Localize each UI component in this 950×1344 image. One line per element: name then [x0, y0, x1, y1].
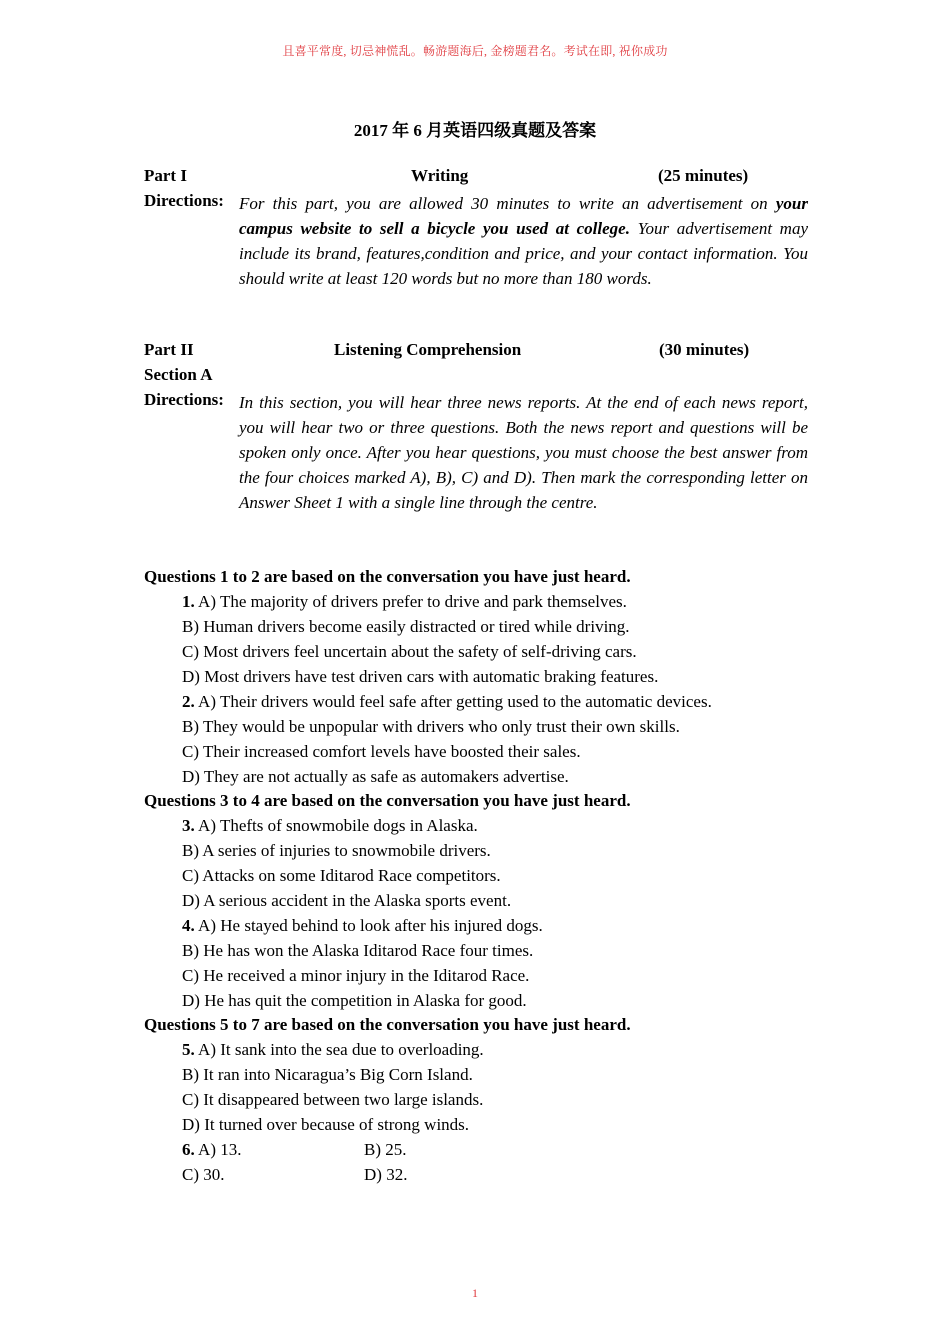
page-number: 1 [472, 1286, 478, 1300]
question-1-option-a [182, 589, 627, 614]
part1-directions-label: Directions: [144, 191, 224, 210]
document-title: 2017 年 6 月英语四级真题及答案 [353, 121, 597, 140]
question-3-option-a [182, 813, 478, 838]
question-6-number: 6. [182, 1140, 195, 1159]
part2-time: (30 minutes) [659, 340, 750, 359]
question-4-option-c: C) He received a minor injury in the Iditarod Race. [182, 966, 530, 985]
part2-label: Part II [144, 340, 194, 359]
part1-directions [239, 191, 808, 291]
question-1-option-b: B) Human drivers become easily distracted or tired while driving. [182, 617, 630, 636]
part1-label: Part I [144, 166, 187, 185]
question-1-option-c: C) Most drivers feel uncertain about the safety of self-driving cars. [182, 642, 637, 661]
question-1-option-d: D) Most drivers have test driven cars with automatic braking features. [182, 667, 659, 686]
part1-directions-pre: For this part, you are allowed 30 minutes to write an advertisement on [239, 194, 776, 213]
part2-directions: In this section, you will hear three news reports. At the end of each news report, you will hear two or three questions. Both the news report and questions will be spoken only once. After you hear questions, you must choose the best answer from the four choices marked A), B), C) and D). Then mark the corresponding letter on Answer Sheet 1 with a single line through the centre. [239, 393, 808, 512]
part2-name: Listening Comprehension [334, 340, 522, 359]
question-2-number: 2. [182, 692, 195, 711]
question-2-option-c: C) Their increased comfort levels have boosted their sales. [182, 742, 581, 761]
section-a-label: Section A [144, 365, 213, 384]
question-4-number: 4. [182, 916, 195, 935]
question-1-option-a-text: A) The majority of drivers prefer to drive and park themselves. [194, 592, 627, 611]
part2-directions-label: Directions: [144, 390, 224, 409]
part1-name: Writing [411, 166, 469, 185]
question-6-option-c: C) 30. [182, 1165, 225, 1184]
part1-heading [144, 166, 760, 191]
page-header-motto: 且喜平常度, 切忌神慌乱。畅游题海后, 金榜题君名。考试在即, 祝你成功 [282, 44, 668, 58]
question-3-option-d: D) A serious accident in the Alaska sports event. [182, 891, 512, 910]
question-5-option-a-text: A) It sank into the sea due to overloading. [194, 1040, 484, 1059]
question-6-option-a-text: A) 13. [194, 1140, 242, 1159]
question-3-option-a-text: A) Thefts of snowmobile dogs in Alaska. [194, 816, 478, 835]
question-5-option-c: C) It disappeared between two large islands. [182, 1090, 484, 1109]
question-4-option-a [182, 913, 543, 938]
question-6-option-b: B) 25. [364, 1140, 407, 1159]
question-group-heading: Questions 3 to 4 are based on the conversation you have just heard. [144, 791, 631, 810]
question-2-option-d: D) They are not actually as safe as automakers advertise. [182, 767, 569, 786]
question-2-option-a-text: A) Their drivers would feel safe after getting used to the automatic devices. [194, 692, 712, 711]
question-2-option-a [182, 689, 712, 714]
question-3-number: 3. [182, 816, 195, 835]
question-4-option-b: B) He has won the Alaska Iditarod Race four times. [182, 941, 534, 960]
part1-directions-task: your campus website to sell a bicycle you used at college. [239, 194, 808, 238]
part1-directions-post: Your advertisement may include its brand, features,condition and price, and your contact information. You should write at least 120 words but no more than 180 words. [239, 219, 808, 288]
question-2-option-b: B) They would be unpopular with drivers who only trust their own skills. [182, 717, 680, 736]
part2-heading [144, 340, 760, 365]
question-1-number: 1. [182, 592, 195, 611]
question-6-option-d: D) 32. [364, 1165, 408, 1184]
question-5-option-d: D) It turned over because of strong winds. [182, 1115, 470, 1134]
question-5-option-a [182, 1037, 484, 1062]
question-4-option-d: D) He has quit the competition in Alaska for good. [182, 991, 527, 1010]
question-4-option-a-text: A) He stayed behind to look after his injured dogs. [194, 916, 543, 935]
question-group-heading: Questions 5 to 7 are based on the conversation you have just heard. [144, 1015, 631, 1034]
question-3-option-c: C) Attacks on some Iditarod Race competitors. [182, 866, 501, 885]
question-6-option-a [182, 1137, 242, 1162]
part1-time: (25 minutes) [658, 166, 749, 185]
question-3-option-b: B) A series of injuries to snowmobile drivers. [182, 841, 491, 860]
question-5-number: 5. [182, 1040, 195, 1059]
question-5-option-b: B) It ran into Nicaragua’s Big Corn Island. [182, 1065, 473, 1084]
question-group-heading: Questions 1 to 2 are based on the conversation you have just heard. [144, 567, 631, 586]
